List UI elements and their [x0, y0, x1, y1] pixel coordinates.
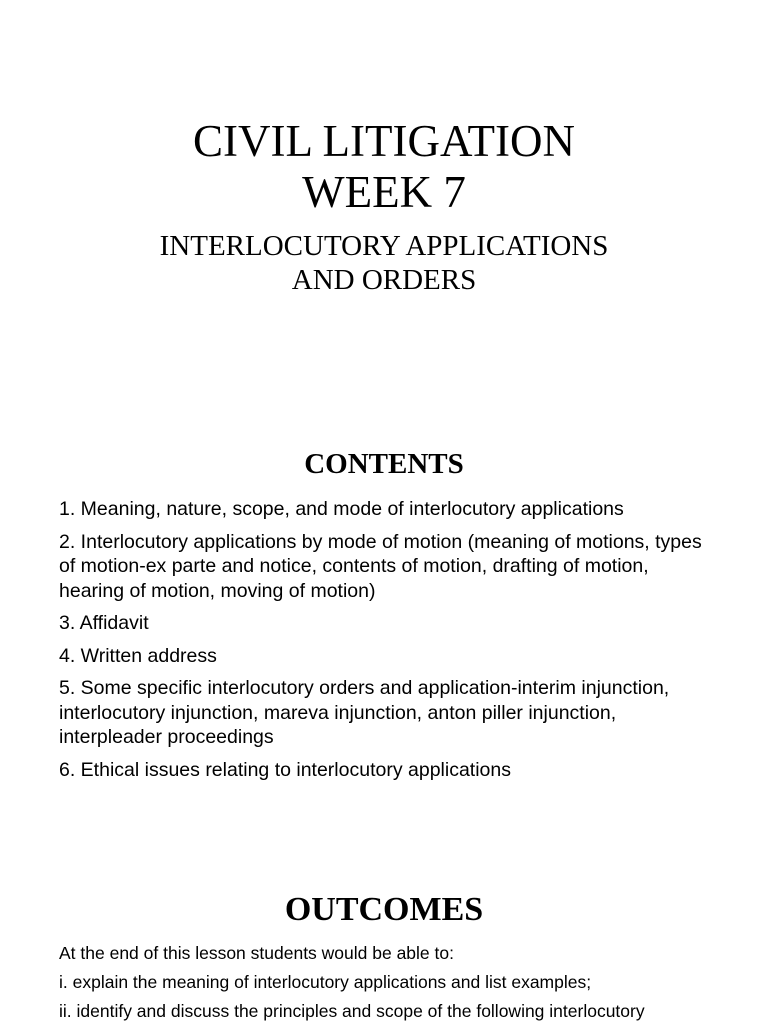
document-title-line-2: WEEK 7 [302, 167, 466, 217]
contents-item: 5. Some specific interlocutory orders and application-interim injunction, interlocutory injunction, mareva injunction, anton piller injunction, interpleader proceedings [59, 677, 670, 748]
contents-list [59, 497, 719, 790]
contents-item: 3. Affidavit [59, 612, 149, 634]
contents-item: 6. Ethical issues relating to interlocutory applications [59, 758, 511, 781]
outcomes-list [59, 942, 719, 1024]
outcomes-heading: OUTCOMES [284, 891, 484, 928]
document-subtitle-line-1: INTERLOCUTORY APPLICATIONS [159, 230, 609, 262]
document-subtitle-line-2: AND ORDERS [291, 264, 477, 296]
contents-item: 4. Written address [59, 644, 217, 667]
outcomes-item: i. explain the meaning of interlocutory applications and list examples; [59, 972, 592, 992]
outcomes-item: At the end of this lesson students would be able to: [59, 943, 454, 963]
contents-heading: CONTENTS [304, 448, 464, 480]
contents-item: 1. Meaning, nature, scope, and mode of interlocutory applications [59, 498, 624, 520]
outcomes-item: ii. identify and discuss the principles and scope of the following interlocutory [59, 1001, 645, 1021]
document-title-line-1: CIVIL LITIGATION [193, 116, 575, 166]
contents-item: 2. Interlocutory applications by mode of motion (meaning of motions, types of motion-ex parte and notice, contents of motion, drafting of motion, hearing of motion, moving of motion) [59, 530, 702, 602]
